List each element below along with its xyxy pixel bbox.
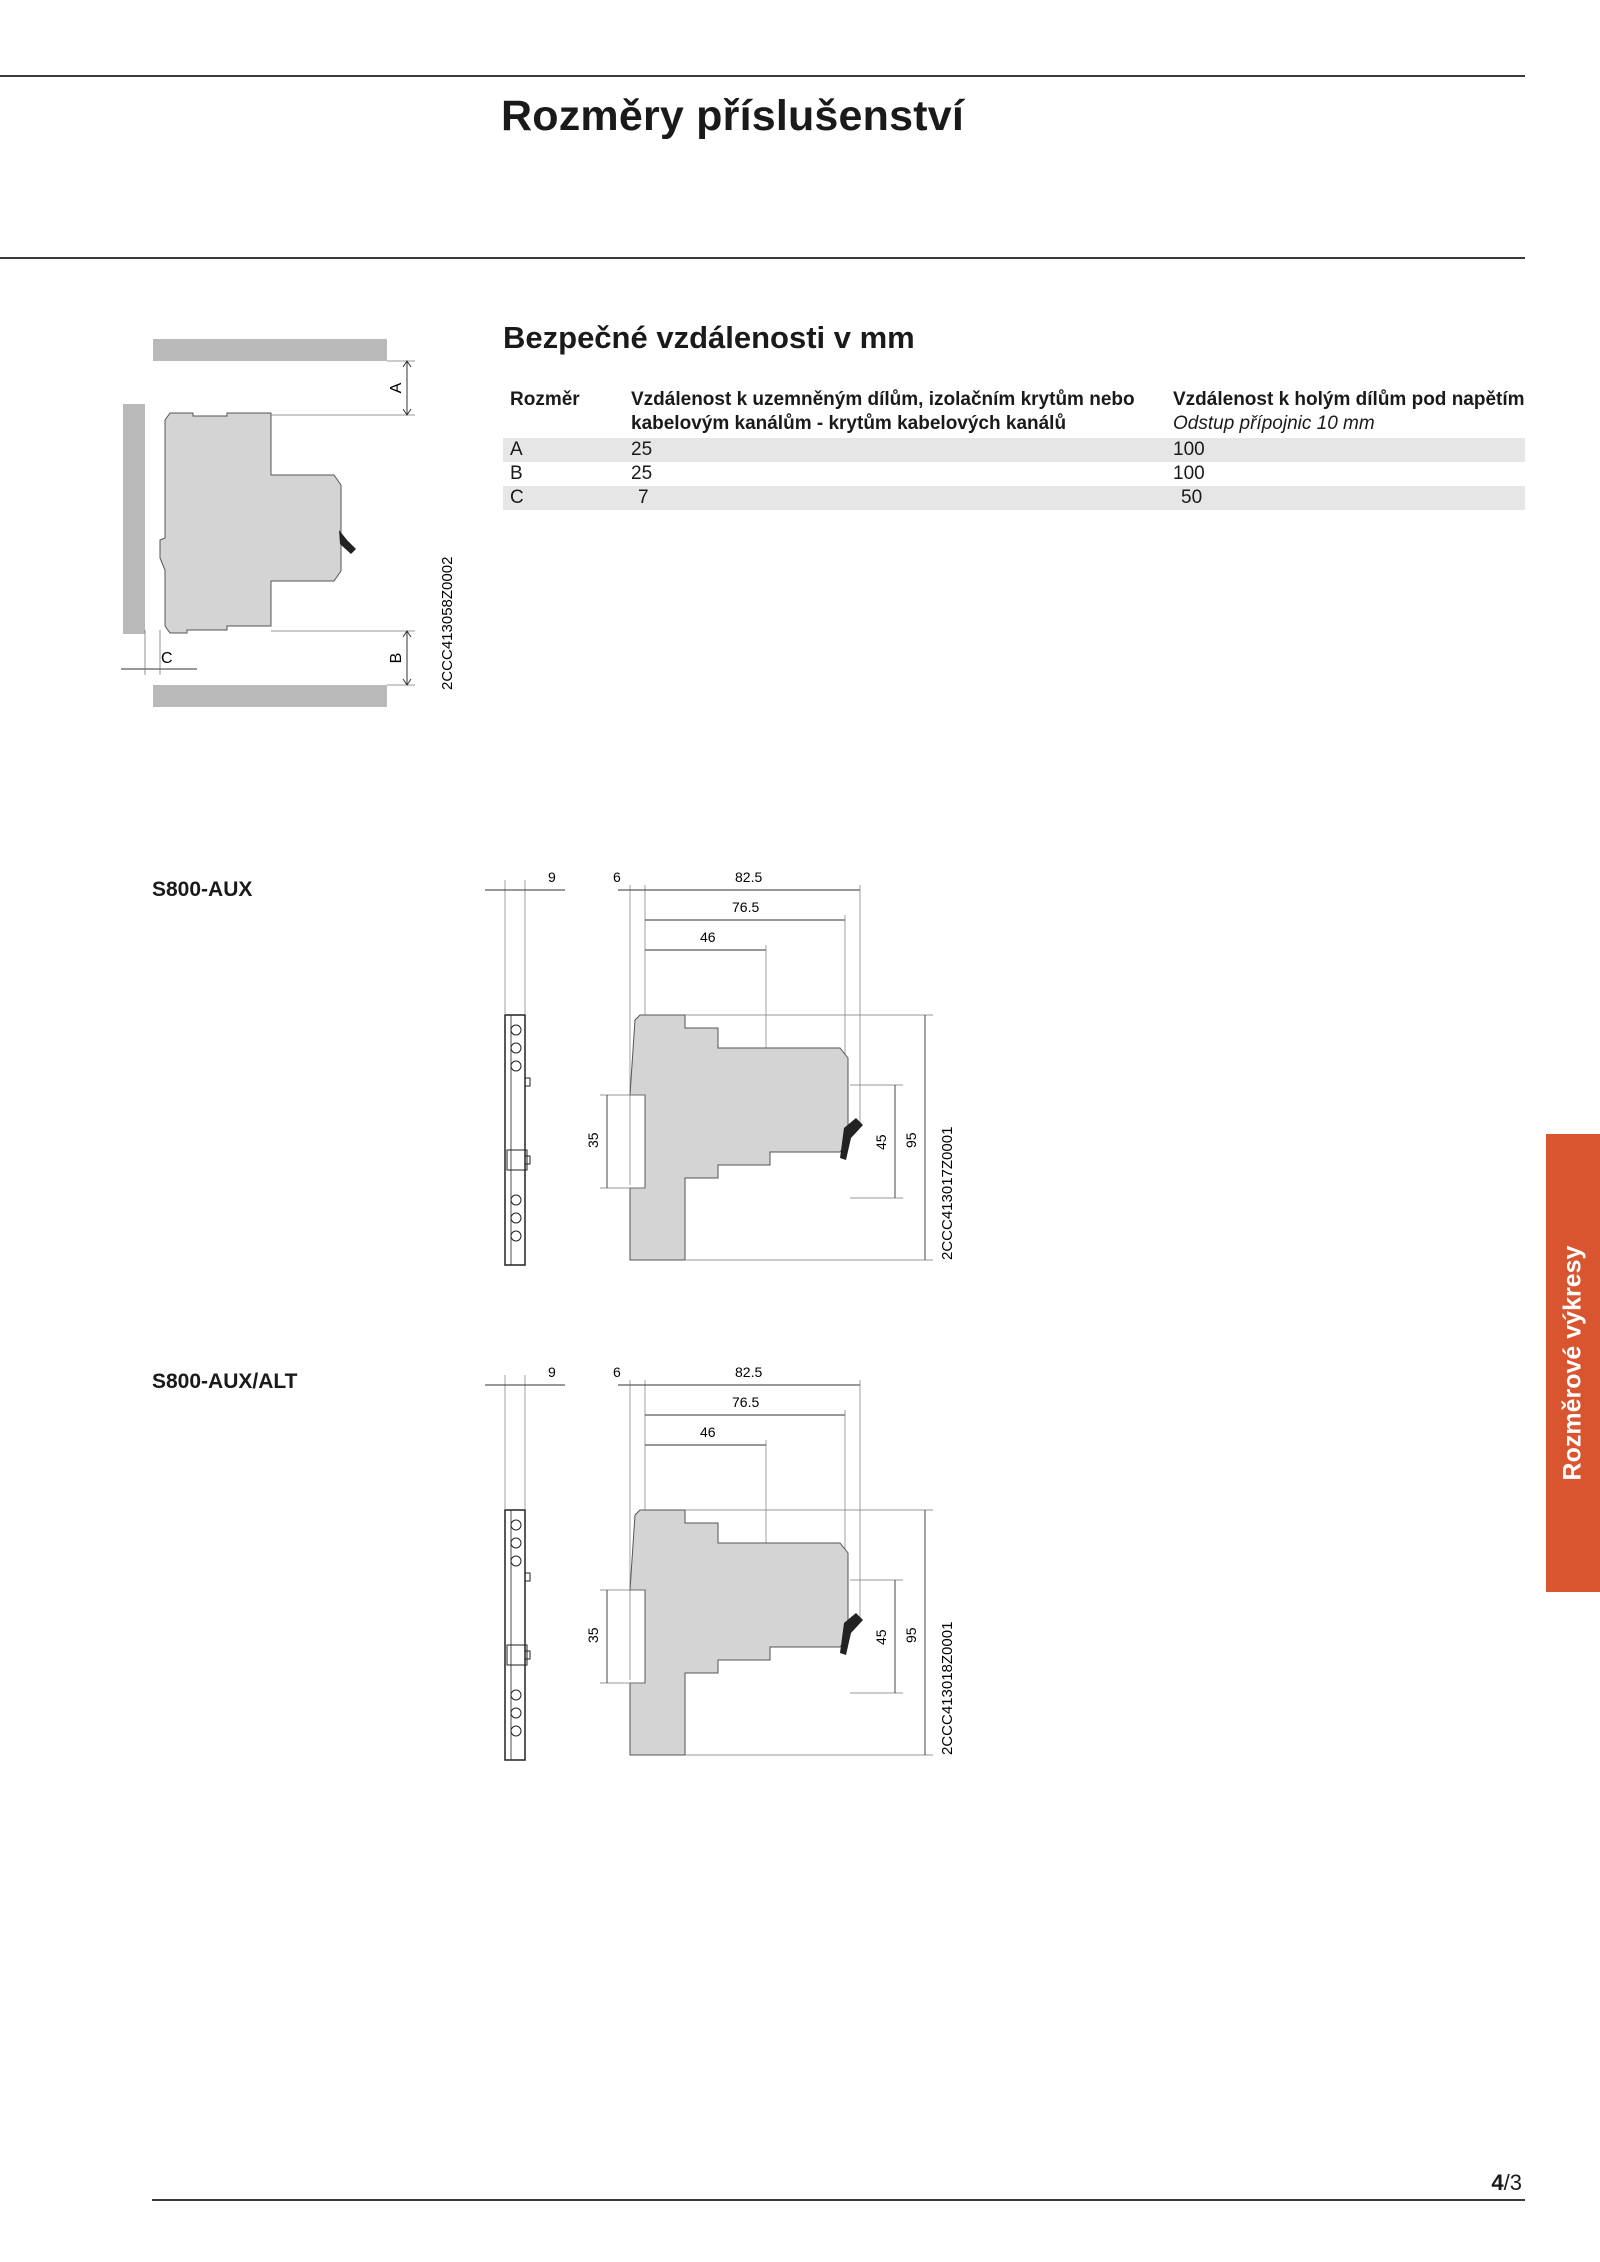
dim-side-width: 9 [548, 869, 556, 885]
header-live: Vzdálenost k holým dílům pod napětím Odstup přípojnic 10 mm [1173, 388, 1528, 436]
dim-35: 35 [585, 1627, 601, 1643]
product-label: S800-AUX/ALT [152, 1370, 298, 1393]
page-number: 4/3 [1491, 2170, 1522, 2195]
table-header [503, 388, 1525, 438]
toggle-lever [339, 530, 356, 554]
dim-46: 46 [700, 929, 716, 945]
drawing-code: 2CCC413017Z0001 [939, 1126, 956, 1260]
dim-35: 35 [585, 1132, 601, 1148]
dim-95: 95 [903, 1627, 919, 1643]
product-label: S800-AUX [152, 878, 253, 901]
top-wall [153, 339, 387, 361]
bottom-wall [153, 685, 387, 707]
breaker-body [160, 413, 341, 633]
dim-45: 45 [873, 1134, 889, 1150]
dim-45: 45 [873, 1629, 889, 1645]
left-wall [123, 404, 145, 634]
dim-label-a: A [388, 382, 405, 394]
product-drawing [470, 860, 990, 1280]
drawing-code: 2CCC413018Z0001 [939, 1621, 956, 1755]
dim-82-5: 82.5 [735, 1364, 763, 1380]
busbar-note: Odstup přípojnic 10 mm [1173, 413, 1375, 434]
top-rule [0, 75, 1525, 77]
device-body [630, 1015, 848, 1260]
side-view [505, 1510, 530, 1760]
header-rozmer: Rozměr [510, 389, 580, 410]
clearance-drawing [115, 330, 475, 720]
dim-76-5: 76.5 [732, 1394, 760, 1410]
footer-rule [152, 2199, 1525, 2201]
dim-gap: 6 [613, 1364, 621, 1380]
side-view [505, 1015, 530, 1265]
device-body [630, 1510, 848, 1755]
dim-gap: 6 [613, 869, 621, 885]
dim-95: 95 [903, 1132, 919, 1148]
header-rule [0, 257, 1525, 259]
section-tab [1546, 1134, 1600, 1592]
dim-label-b: B [388, 652, 405, 664]
dim-46: 46 [700, 1424, 716, 1440]
clearance-table [503, 388, 1525, 510]
drawing-code: 2CCC413058Z0002 [439, 556, 456, 690]
dim-82-5: 82.5 [735, 869, 763, 885]
dim-label-c: C [161, 650, 173, 667]
product-drawing [470, 1355, 990, 1775]
dim-side-width: 9 [548, 1364, 556, 1380]
header-grounded: Vzdálenost k uzemněným dílům, izolačním krytům nebo kabelovým kanálům - krytům kabelových kanálů [631, 389, 1135, 434]
table-row: B 25 100 [510, 463, 1205, 484]
table-row: C 7 50 [503, 486, 1525, 510]
section-tab-label: Rozměrové výkresy [1558, 1245, 1587, 1481]
dim-76-5: 76.5 [732, 899, 760, 915]
page-title: Rozměry příslušenství [501, 92, 965, 140]
table-row: A 25 100 [503, 438, 1525, 462]
clearance-heading: Bezpečné vzdálenosti v mm [503, 320, 915, 355]
